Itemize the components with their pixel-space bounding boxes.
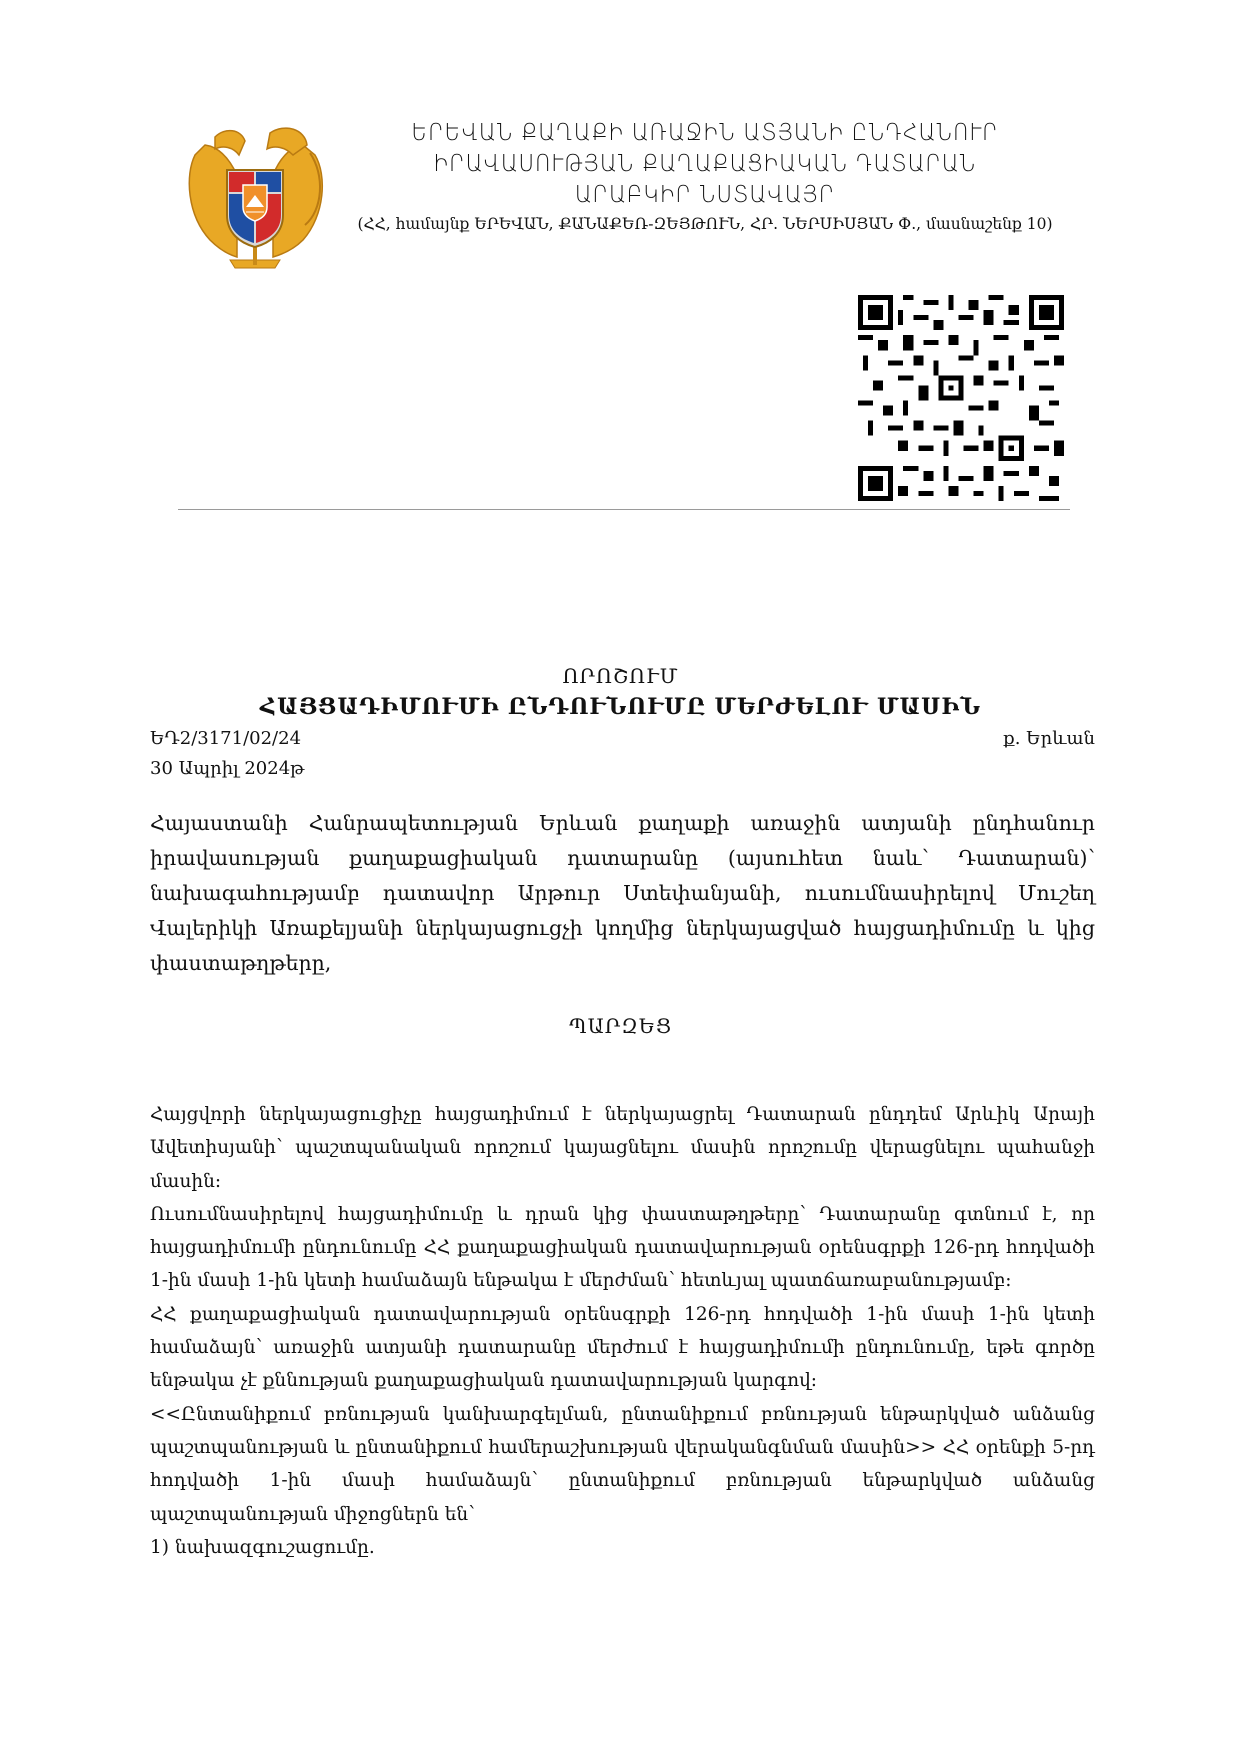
court-name-line-3: ԱՐԱԲԿԻՐ ՆՍՏԱՎԱՅՐ <box>574 182 836 208</box>
body-paragraph: 1) նախազգուշացումը. <box>150 1536 375 1558</box>
armenia-coat-of-arms-icon <box>175 115 335 275</box>
qr-code-icon <box>858 295 1064 501</box>
section-heading: ՊԱՐԶԵՑ <box>569 1014 672 1038</box>
document-date: 30 Ապրիլ 2024թ <box>150 758 305 779</box>
qr-code <box>858 295 1064 501</box>
court-name-line-2: ԻՐԱՎԱՍՈՒԹՅԱՆ ՔԱՂԱՔԱՑԻԱԿԱՆ ԴԱՏԱՐԱՆ <box>433 151 977 177</box>
body-paragraph: Ուսումնասիրելով հայցադիմումը և դրան կից փաստաթղթերը՝ Դատարանը գտնում է, որ հայցադիմումի ընդունումը ՀՀ քաղաքացիական դատավարության օրենսգրքի 126-րդ հոդվածի 1-ին մասի 1-ին կետի համաձայն ենթակա է մերժման՝ հետևյալ պատճառաբանությամբ: <box>150 1203 1095 1292</box>
document-subject-title: ՀԱՅՑԱԴԻՄՈՒՄԻ ԸՆԴՈՒՆՈՒՄԸ ՄԵՐԺԵԼՈՒ ՄԱՍԻՆ <box>259 694 982 720</box>
intro-paragraph: Հայաստանի Հանրապետության Երևան քաղաքի առաջին ատյանի ընդհանուր իրավասության քաղաքացիական դատարանը (այսուհետ նաև՝ Դատարան)՝ նախագահությամբ դատավոր Արթուր Ստեփանյանի, ուսումնասիրելով Մուշեղ Վալերիկի Առաքելյանի ներկայացուցչի կողմից ներկայացված հայցադիմումը և կից փաստաթղթերը, <box>150 811 1095 975</box>
header-divider <box>178 509 1070 510</box>
body-paragraph: Հայցվորի ներկայացուցիչը հայցադիմում է ներկայացրել Դատարան ընդդեմ Արևիկ Արայի Ավետիսյանի՝ պաշտպանական որոշում կայացնելու մասին որոշումը վերացնելու պահանջի մասին: <box>150 1104 1095 1192</box>
document-type-title: ՈՐՈՇՈՒՄ <box>562 664 679 688</box>
court-header <box>340 118 1070 236</box>
coat-of-arms-emblem <box>175 115 335 275</box>
case-number: ԵԴ2/3171/02/24 <box>150 728 302 749</box>
body-paragraph: <<Ընտանիքում բռնության կանխարգելման, ընտանիքում բռնության ենթարկված անձանց պաշտպանության և ընտանիքում համերաշխության վերականգնման մասին>> ՀՀ օրենքի 5-րդ հոդվածի 1-ին մասի համաձայն՝ ընտանիքում բռնության ենթարկված անձանց պաշտպանության միջոցներն են՝ <box>150 1403 1095 1525</box>
document-body <box>150 1098 1095 1564</box>
body-paragraph: ՀՀ քաղաքացիական դատավարության օրենսգրքի 126-րդ հոդվածի 1-ին մասի 1-ին կետի համաձայն՝ առաջին ատյանի դատարանը մերժում է հայցադիմումի ընդունումը, եթե գործը ենթակա չէ քննության քաղաքացիական դատավարության կարգով: <box>150 1303 1095 1392</box>
court-name-line-1: ԵՐԵՎԱՆ ՔԱՂԱՔԻ ԱՌԱՋԻՆ ԱՏՅԱՆԻ ԸՆԴՀԱՆՈՒՐ <box>411 120 999 146</box>
city: ք. Երևան <box>1003 728 1095 749</box>
court-address: (ՀՀ, համայնք ԵՐԵՎԱՆ, ՔԱՆԱՔԵՌ-ԶԵՅԹՈՒՆ, ՀՐ. ՆԵՐՍԻՍՅԱՆ Փ., մասնաշենք 10) <box>357 215 1053 233</box>
